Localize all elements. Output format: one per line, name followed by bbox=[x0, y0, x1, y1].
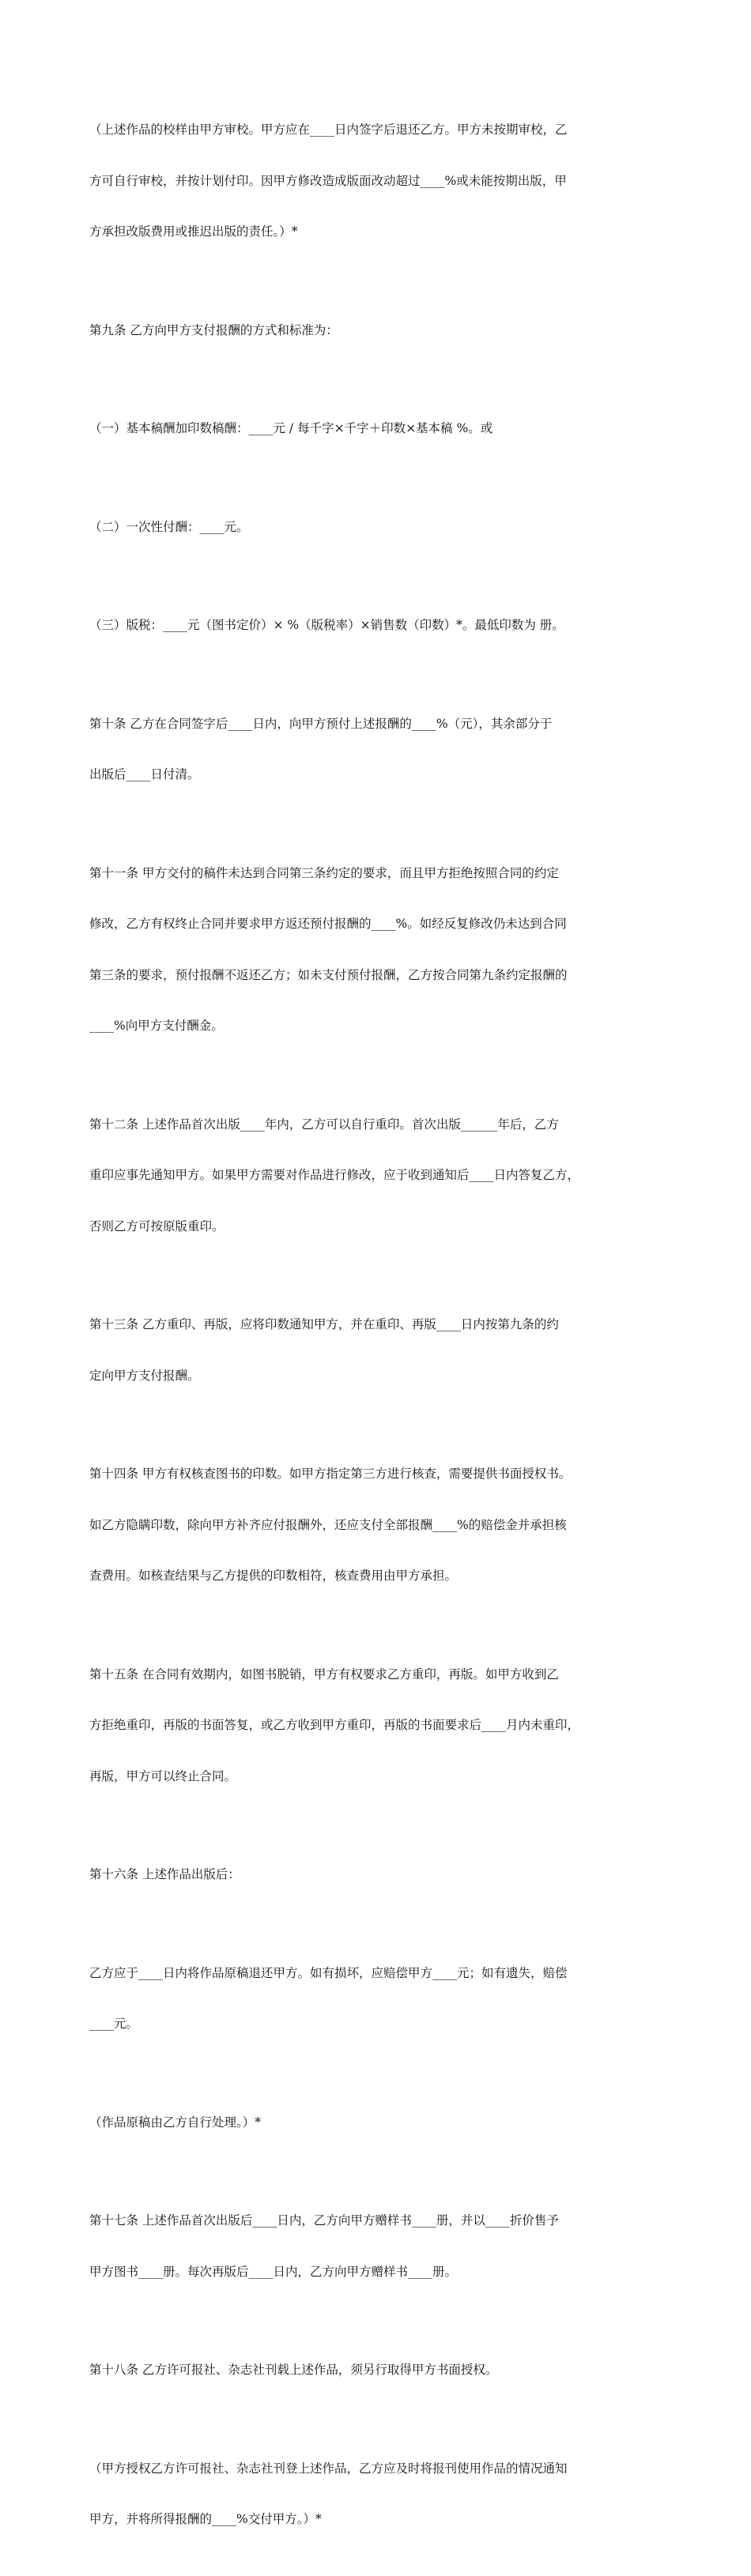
text-line: 第十五条 在合同有效期内，如图书脱销，甲方有权要求乙方重印，再版。如甲方收到乙 bbox=[89, 1666, 559, 1682]
text-line: （作品原稿由乙方自行处理。）* bbox=[89, 2115, 262, 2130]
text-line: ____%向甲方支付酬金。 bbox=[89, 1019, 224, 1033]
text-line: 第十八条 乙方许可报社、杂志社刊载上述作品，须另行取得甲方书面授权。 bbox=[89, 2363, 498, 2377]
paragraph-article-9-item-1 bbox=[89, 386, 666, 472]
text-line: 第十六条 上述作品出版后： bbox=[89, 1867, 240, 1881]
text-line: 重印应事先通知甲方。如果甲方需要对作品进行修改，应于收到通知后____日内答复乙方， bbox=[89, 1168, 580, 1182]
paragraph-article-18-alt bbox=[89, 2427, 666, 2563]
paragraph-article-13 bbox=[89, 1282, 666, 1418]
text-line: 修改，乙方有权终止合同并要求甲方返还预付报酬的____%。如经反复修改仍未达到合同 bbox=[89, 917, 567, 931]
text-line: 方承担改版费用或推迟出版的责任。）* bbox=[89, 224, 298, 239]
text-line: ____元。 bbox=[89, 2017, 139, 2031]
text-line: （二）一次性付酬：____元。 bbox=[89, 519, 249, 534]
text-line: 甲方，并将所得报酬的____%交付甲方。）* bbox=[89, 2512, 322, 2526]
paragraph-article-9-item-2 bbox=[89, 485, 666, 571]
text-line: 第十二条 上述作品首次出版____年内，乙方可以自行重印。首次出版______年后，乙方 bbox=[89, 1117, 559, 1132]
text-line: 第三条的要求，预付报酬不返还乙方；如未支付预付报酬，乙方按合同第九条约定报酬的 bbox=[89, 967, 568, 982]
text-line: 第十条 乙方在合同签字后____日内，向甲方预付上述报酬的____%（元），其余部分于 bbox=[89, 716, 553, 731]
text-line: （上述作品的校样由甲方审校。甲方应在____日内签字后退还乙方。甲方未按期审校，乙 bbox=[89, 122, 568, 137]
text-line: 如乙方隐瞒印数，除向甲方补齐应付报酬外，还应支付全部报酬____%的赔偿金并承担核 bbox=[89, 1517, 567, 1532]
text-line: 查费用。如核查结果与乙方提供的印数相符，核查费用由甲方承担。 bbox=[89, 1569, 458, 1583]
paragraph-article-17 bbox=[89, 2179, 666, 2314]
text-line: 第十三条 乙方重印、再版，应将印数通知甲方，并在重印、再版____日内按第九条的约 bbox=[89, 1317, 559, 1331]
text-line: （甲方授权乙方许可报社、杂志社刊登上述作品，乙方应及时将报刊使用作品的情况通知 bbox=[89, 2461, 568, 2476]
text-line: 否则乙方可按原版重印。 bbox=[89, 1218, 225, 1233]
text-line: 第九条 乙方向甲方支付报酬的方式和标准为： bbox=[89, 322, 338, 337]
text-line: 第十一条 甲方交付的稿件未达到合同第三条约定的要求，而且甲方拒绝按照合同的约定 bbox=[89, 865, 559, 880]
text-line: 第十四条 甲方有权核查图书的印数。如甲方指定第三方进行核查，需要提供书面授权书。 bbox=[89, 1467, 572, 1481]
paragraph-article-16-alt bbox=[89, 2081, 666, 2166]
text-line: 出版后____日付清。 bbox=[89, 767, 200, 781]
text-line: 方拒绝重印，再版的书面答复，或乙方收到甲方重印，再版的书面要求后____月内未重印， bbox=[89, 1718, 580, 1732]
document-body bbox=[89, 88, 666, 2576]
paragraph-article-9 bbox=[89, 288, 666, 374]
paragraph-article-9-item-3 bbox=[89, 583, 666, 668]
paragraph-article-10 bbox=[89, 682, 666, 818]
paragraph-article-14 bbox=[89, 1432, 666, 1619]
text-line: （一）基本稿酬加印数稿酬：____元 / 每千字×千字＋印数×基本稿 %。或 bbox=[89, 421, 493, 435]
paragraph-article-15 bbox=[89, 1633, 666, 1820]
text-line: 第十七条 上述作品首次出版后____日内，乙方向甲方赠样书____册，并以____折价售予 bbox=[89, 2213, 559, 2228]
paragraph-article-18 bbox=[89, 2328, 666, 2413]
text-line: 甲方图书____册。每次再版后____日内，乙方向甲方赠样书____册。 bbox=[89, 2264, 458, 2279]
paragraph-article-11 bbox=[89, 831, 666, 1069]
paragraph-article-16-return bbox=[89, 1931, 666, 2067]
text-line: （三）版税：____元（图书定价）× %（版税率）×销售数（印数）*。最低印数为 册。 bbox=[89, 618, 564, 632]
text-line: 定向甲方支付报酬。 bbox=[89, 1368, 200, 1383]
paragraph-proofreading bbox=[89, 88, 666, 275]
paragraph-article-16 bbox=[89, 1832, 666, 1918]
paragraph-article-12 bbox=[89, 1083, 666, 1270]
text-line: 乙方应于____日内将作品原稿退还甲方。如有损坏，应赔偿甲方____元；如有遗失，赔偿 bbox=[89, 1965, 568, 1980]
text-line: 再版，甲方可以终止合同。 bbox=[89, 1768, 237, 1783]
text-line: 方可自行审校，并按计划付印。因甲方修改造成版面改动超过____%或未能按期出版，甲 bbox=[89, 173, 567, 188]
